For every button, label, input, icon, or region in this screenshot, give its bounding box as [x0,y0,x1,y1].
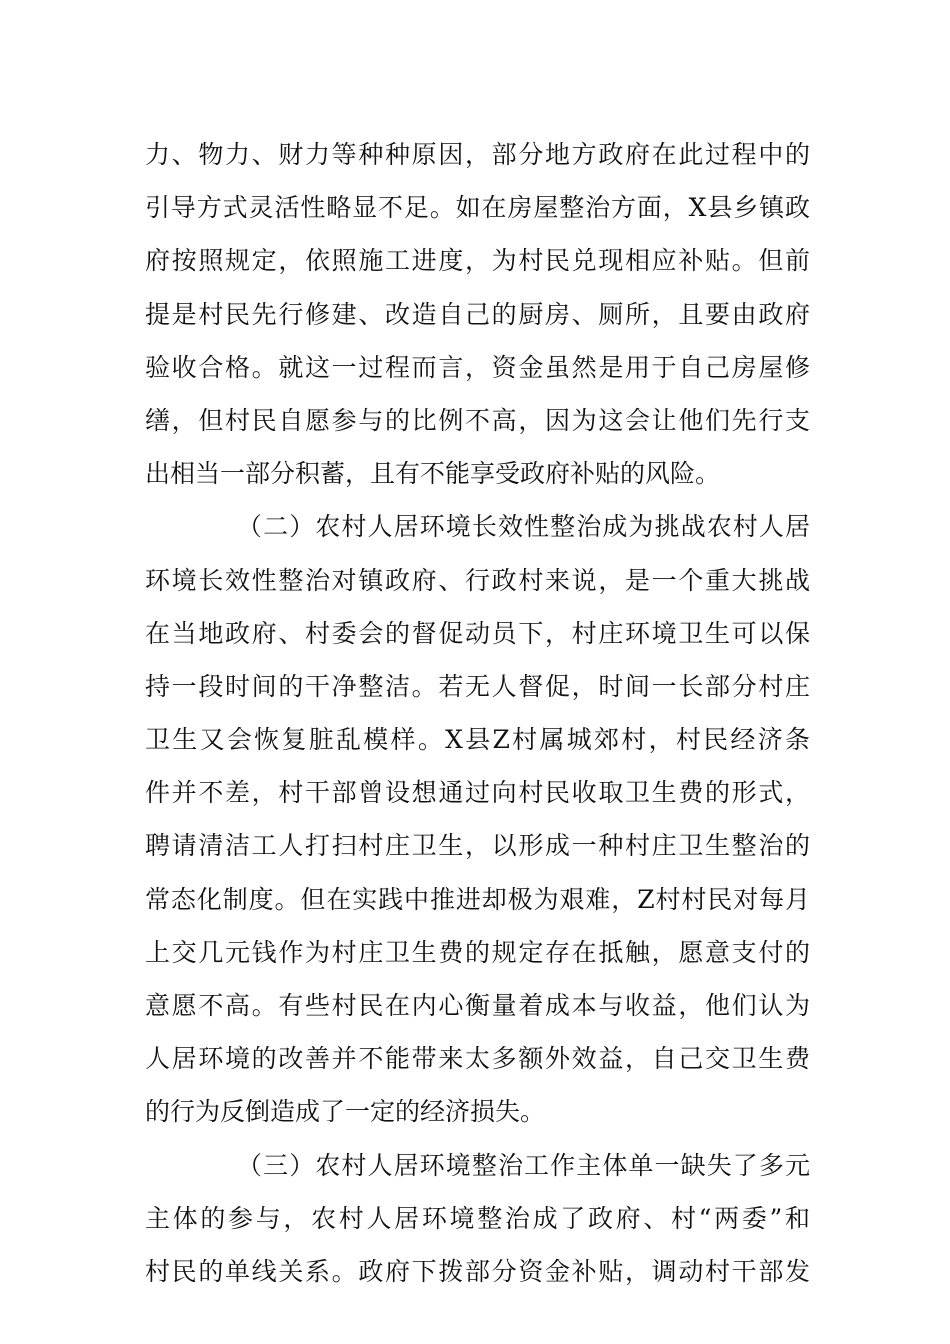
text-line: 验收合格。就这一过程而言，资金虽然是用于自己房屋修 [145,352,810,382]
text-line: 意愿不高。有些村民在内心衡量着成本与收益，他们认为 [145,991,810,1020]
text-line: 的行为反倒造成了一定的经济损失。 [145,1097,546,1127]
text-line: 聘请清洁工人打扫村庄卫生，以形成一种村庄卫生整治的 [145,831,810,861]
text-line: 卫生又会恢复脏乱模样。X县Z村属城郊村，村民经济条 [145,725,810,755]
text-line: 人居环境的改善并不能带来太多额外效益，自己交卫生费 [145,1044,810,1074]
text-line: 力、物力、财力等种种原因，部分地方政府在此过程中的 [145,140,810,169]
text-line: 引导方式灵活性略显不足。如在房屋整治方面，X县乡镇政 [145,193,810,223]
text-line: 上交几元钱作为村庄卫生费的规定存在抵触，愿意支付的 [145,937,810,967]
text-line: 在当地政府、村委会的督促动员下，村庄环境卫生可以保 [145,618,810,648]
text-line: 提是村民先行修建、改造自己的厨房、厕所，且要由政府 [145,299,810,329]
text-line: 缮，但村民自愿参与的比例不高，因为这会让他们先行支 [145,405,810,435]
section-heading-2: （二）农村人居环境长效性整治成为挑战农村人居 [237,512,810,542]
section-heading-3: （三）农村人居环境整治工作主体单一缺失了多元 [237,1150,810,1180]
text-line: 常态化制度。但在实践中推进却极为艰难，Z村村民对每月 [145,884,810,914]
body-text [145,128,810,1298]
text-line: 件并不差，村干部曾设想通过向村民收取卫生费的形式， [145,778,810,808]
text-line: 持一段时间的干净整洁。若无人督促，时间一长部分村庄 [145,671,810,701]
text-line: 村民的单线关系。政府下拨部分资金补贴，调动村干部发 [145,1256,810,1286]
text-line: 主体的参与，农村人居环境整治成了政府、村“两委”和 [145,1203,810,1233]
text-line: 府按照规定，依照施工进度，为村民兑现相应补贴。但前 [145,246,810,276]
text-line: 环境长效性整治对镇政府、行政村来说，是一个重大挑战 [145,565,810,595]
text-line: 出相当一部分积蓄，且有不能享受政府补贴的风险。 [145,459,721,489]
